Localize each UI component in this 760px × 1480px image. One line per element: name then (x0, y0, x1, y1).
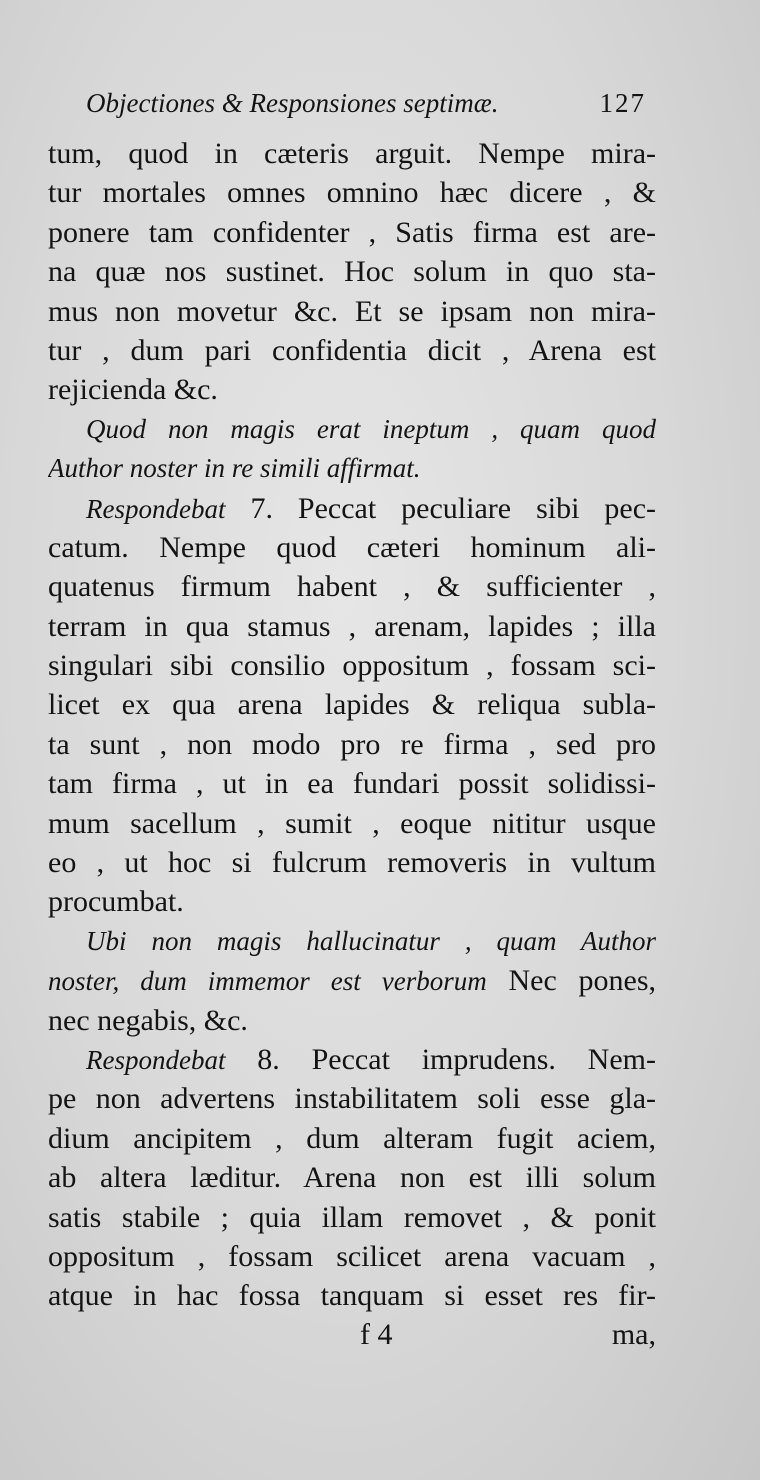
text-line: nec negabis, &c. (48, 1003, 248, 1037)
running-header (86, 88, 656, 128)
header-title: Objectiones & Responsiones septimæ. (86, 88, 499, 118)
text-line: rejicienda &c. (48, 373, 218, 407)
text-line: pe non advertens instabilitatem soli esse gla- (48, 1082, 656, 1116)
respondebat-label: Respondebat (86, 1044, 226, 1075)
text-line: dium ancipitem , dum alteram fugit aciem, (48, 1121, 656, 1155)
catchword: ma, (611, 1318, 656, 1351)
text-line: procumbat. (48, 885, 184, 919)
text-line: tur , dum pari confidentia dicit , Arena est (48, 333, 656, 367)
text-line: terram in qua stamus , arenam, lapides ; illa (48, 609, 656, 643)
text-segment: 8. Peccat imprudens. Nem- (225, 1042, 656, 1076)
text-line: tur mortales omnes omnino hæc dicere , & (48, 176, 656, 210)
page-number: 127 (599, 88, 646, 118)
italic-quote-line: Ubi non magis hallucinatur , quam Author (86, 925, 656, 956)
text-line: singulari sibi consilio oppositum , fossam sci- (48, 649, 656, 683)
text-segment: Nec pones, (486, 964, 656, 998)
italic-quote-line: Author noster in re simili affirmat. (48, 453, 421, 484)
body-text (48, 134, 656, 1316)
text-line: ponere tam confidenter , Satis firma est are- (48, 215, 656, 249)
response-heading-line (48, 1040, 656, 1079)
text-line: eo , ut hoc si fulcrum removeris in vultum (48, 846, 656, 880)
page-footer (48, 1318, 656, 1358)
text-line: ab altera læditur. Arena non est illi solum (48, 1161, 656, 1195)
text-segment: 7. Peccat peculiare sibi pec- (225, 491, 656, 525)
text-line: atque in hac fossa tanquam si esset res fir- (48, 1279, 656, 1313)
text-line: quatenus firmum habent , & sufficienter , (48, 570, 656, 604)
text-line: mus non movetur &c. Et se ipsam non mira- (48, 294, 656, 328)
text-line: catum. Nempe quod cæteri hominum ali- (48, 530, 656, 564)
text-line: oppositum , fossam scilicet arena vacuam , (48, 1239, 656, 1273)
italic-quote-line: Quod non magis erat ineptum , quam quod (86, 413, 656, 444)
text-line: tam firma , ut in ea fundari possit solidissi- (48, 767, 656, 801)
mixed-line (48, 961, 656, 1000)
respondebat-label: Respondebat (86, 493, 226, 524)
signature-mark: f 4 (360, 1318, 393, 1351)
text-line: tum, quod in cæteris arguit. Nempe mira- (48, 137, 656, 170)
response-heading-line (48, 489, 656, 528)
text-line: licet ex qua arena lapides & reliqua subla- (48, 688, 656, 722)
text-line: mum sacellum , sumit , eoque nititur usque (48, 806, 656, 840)
italic-segment: noster, dum immemor est verborum (48, 966, 487, 997)
text-line: na quæ nos sustinet. Hoc solum in quo sta- (48, 255, 656, 289)
text-line: satis stabile ; quia illam removet , & ponit (48, 1200, 656, 1234)
text-line: ta sunt , non modo pro re firma , sed pro (48, 727, 656, 761)
